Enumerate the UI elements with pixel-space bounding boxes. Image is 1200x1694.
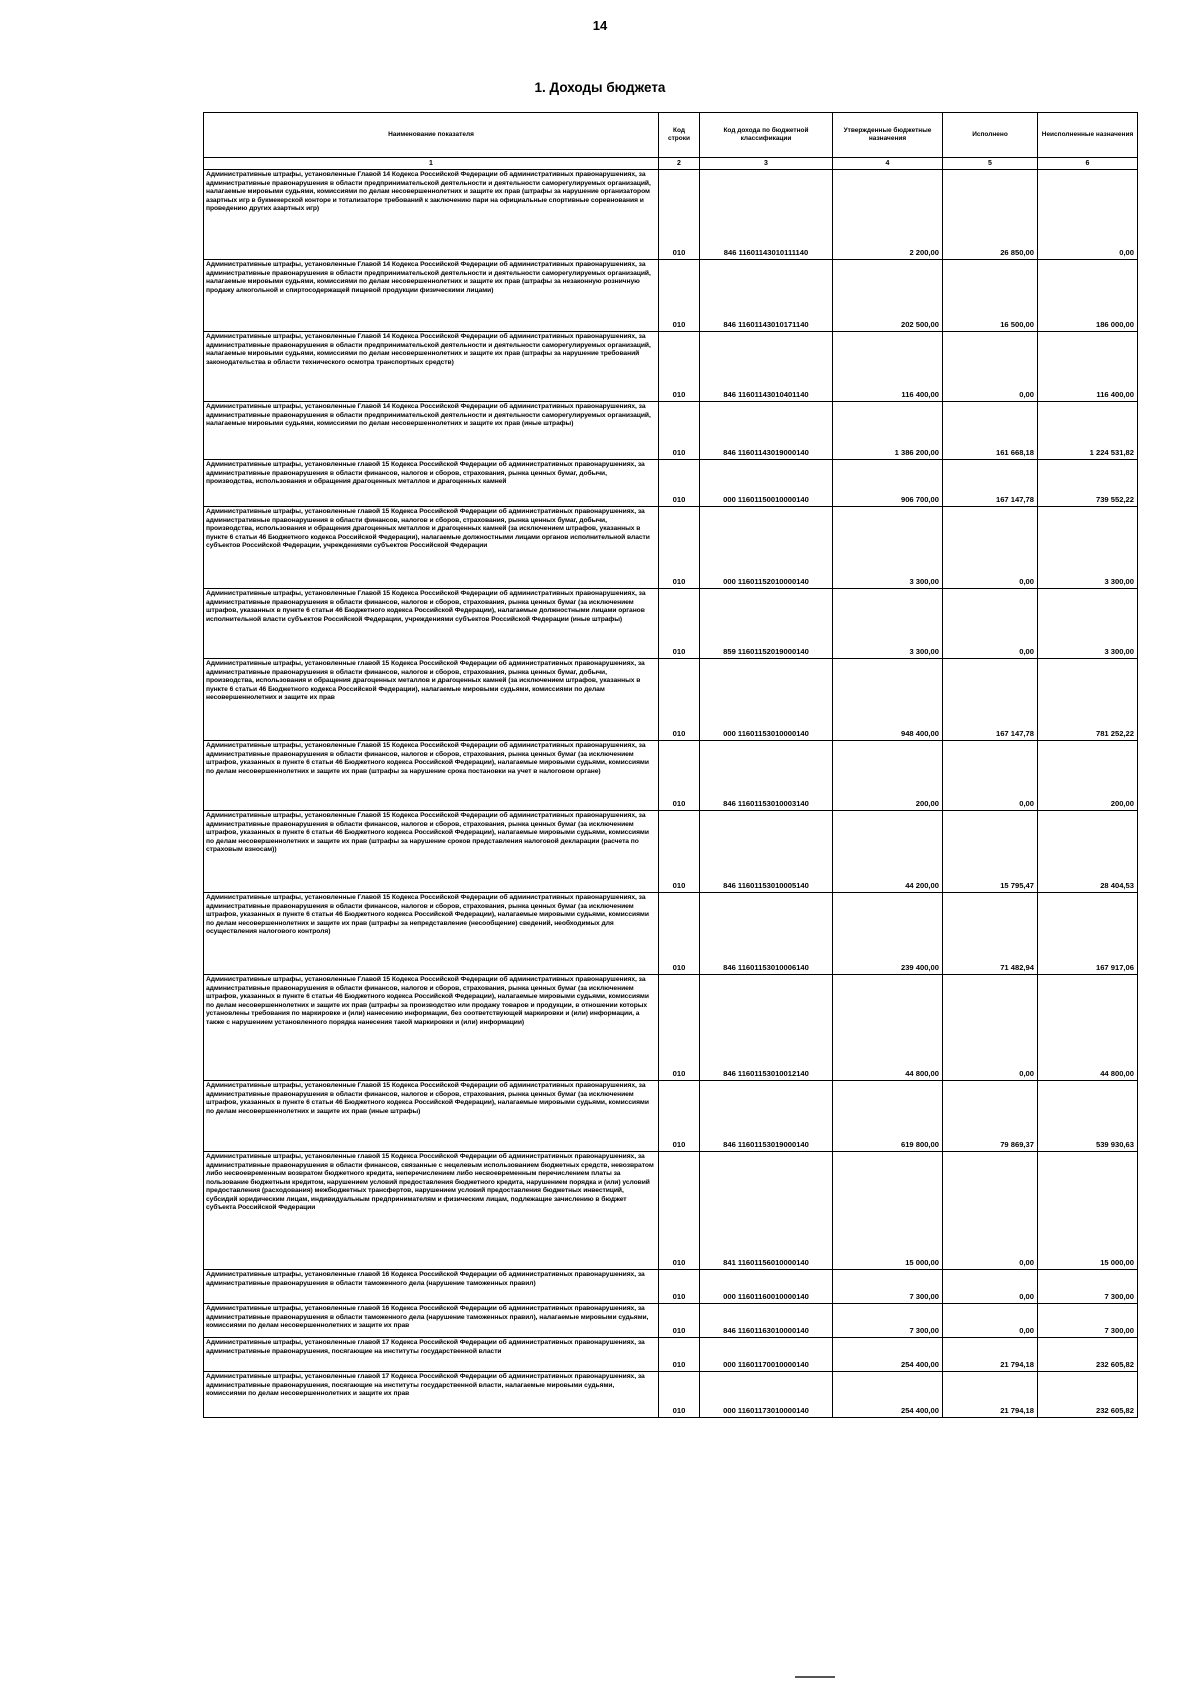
row-executed-cell: 21 794,18 [943, 1372, 1038, 1418]
row-name-cell: Административные штрафы, установленные главой 15 Кодекса Российской Федерации об административных правонарушениях, за административные правонарушения в области финансов, налогов и сборов, страхования, рынка ценных бумаг, добычи, производства, использования и обращения драгоценных металлов и драгоценных камней (за исключением штрафов, указанных в пункте 6 статьи 46 Бюджетного кодекса Российской Федерации), налагаемые мировыми судьями, комиссиями по делам несовершеннолетних и защите их прав [204, 659, 659, 741]
row-name-cell: Административные штрафы, установленные Главой 15 Кодекса Российской Федерации об административных правонарушениях, за административные правонарушения в области финансов, налогов и сборов, страхования, рынка ценных бумаг (за исключением штрафов, указанных в пункте 6 статьи 46 Бюджетного кодекса Российской Федерации), налагаемые мировыми судьями, комиссиями по делам несовершеннолетних и защите их прав (штрафы за производство или продажу товаров и продукции, в отношении которых установлены требования по маркировке и (или) нанесению информации, без соответствующей маркировки и (или) информации, а также с нарушением установленного порядка нанесения такой маркировки и (или) информации) [204, 975, 659, 1081]
row-executed-cell: 0,00 [943, 975, 1038, 1081]
row-executed-cell: 21 794,18 [943, 1338, 1038, 1372]
row-budget-code-cell: 000 11601152010000140 [700, 507, 833, 589]
table-row [204, 1372, 1138, 1418]
row-line-code-cell: 010 [659, 170, 700, 260]
row-approved-cell: 202 500,00 [833, 260, 943, 332]
row-executed-cell: 167 147,78 [943, 659, 1038, 741]
row-name-cell: Административные штрафы, установленные Главой 15 Кодекса Российской Федерации об административных правонарушениях, за административные правонарушения в области финансов, налогов и сборов, страхования, рынка ценных бумаг (за исключением штрафов, указанных в пункте 6 статьи 46 Бюджетного кодекса Российской Федерации), налагаемые мировыми судьями, комиссиями по делам несовершеннолетних и защите их прав (штрафы за нарушение срока постановки на учет в налоговом органе) [204, 741, 659, 811]
row-line-code-cell: 010 [659, 811, 700, 893]
table-row [204, 460, 1138, 507]
table-row [204, 507, 1138, 589]
row-unexecuted-cell: 167 917,06 [1038, 893, 1138, 975]
row-name-cell: Административные штрафы, установленные главой 17 Кодекса Российской Федерации об административных правонарушениях, за административные правонарушения, посягающие на институты государственной власти [204, 1338, 659, 1372]
row-name-cell: Административные штрафы, установленные главой 15 Кодекса Российской Федерации об административных правонарушениях, за административные правонарушения в области финансов, связанные с нецелевым использованием бюджетных средств, невозвратом либо несвоевременным возвратом бюджетного кредита, неперечислением либо несвоевременным перечислением платы за пользование бюджетным кредитом, нарушением условий предоставления бюджетного кредита, нарушением порядка и (или) условий предоставления (расходования) межбюджетных трансфертов, нарушением условий предоставления бюджетных инвестиций, субсидий юридическим лицам, индивидуальным предпринимателям и физическим лицам, подлежащие зачислению в бюджет субъекта Российской Федерации [204, 1152, 659, 1270]
table-row [204, 893, 1138, 975]
row-name-cell: Административные штрафы, установленные главой 15 Кодекса Российской Федерации об административных правонарушениях, за административные правонарушения в области финансов, налогов и сборов, страхования, рынка ценных бумаг, добычи, производства, использования и обращения драгоценных металлов и драгоценных камней [204, 460, 659, 507]
row-executed-cell: 79 869,37 [943, 1081, 1038, 1152]
row-budget-code-cell: 000 11601150010000140 [700, 460, 833, 507]
row-budget-code-cell: 000 11601173010000140 [700, 1372, 833, 1418]
column-number: 3 [700, 158, 833, 170]
row-approved-cell: 1 386 200,00 [833, 402, 943, 460]
row-line-code-cell: 010 [659, 1372, 700, 1418]
row-line-code-cell: 010 [659, 659, 700, 741]
row-line-code-cell: 010 [659, 893, 700, 975]
row-executed-cell: 0,00 [943, 1304, 1038, 1338]
row-approved-cell: 116 400,00 [833, 332, 943, 402]
row-unexecuted-cell: 116 400,00 [1038, 332, 1138, 402]
row-executed-cell: 0,00 [943, 507, 1038, 589]
row-executed-cell: 167 147,78 [943, 460, 1038, 507]
row-unexecuted-cell: 739 552,22 [1038, 460, 1138, 507]
header-row [204, 113, 1138, 158]
row-name-cell: Административные штрафы, установленные Главой 15 Кодекса Российской Федерации об административных правонарушениях, за административные правонарушения в области финансов, налогов и сборов, страхования, рынка ценных бумаг (за исключением штрафов, указанных в пункте 6 статьи 46 Бюджетного кодекса Российской Федерации), налагаемые мировыми судьями, комиссиями по делам несовершеннолетних и защите их прав (иные штрафы) [204, 1081, 659, 1152]
row-budget-code-cell: 846 11601143019000140 [700, 402, 833, 460]
column-number: 6 [1038, 158, 1138, 170]
table-row [204, 170, 1138, 260]
row-line-code-cell: 010 [659, 1081, 700, 1152]
row-unexecuted-cell: 44 800,00 [1038, 975, 1138, 1081]
scan-mark [795, 1676, 835, 1681]
row-name-cell: Административные штрафы, установленные Главой 15 Кодекса Российской Федерации об административных правонарушениях, за административные правонарушения в области финансов, налогов и сборов, страхования, рынка ценных бумаг (за исключением штрафов, указанных в пункте 6 статьи 46 Бюджетного кодекса Российской Федерации), налагаемые мировыми судьями, комиссиями по делам несовершеннолетних и защите их прав (штрафы за непредставление (несообщение) сведений, необходимых для осуществления налогового контроля) [204, 893, 659, 975]
row-approved-cell: 44 800,00 [833, 975, 943, 1081]
row-approved-cell: 44 200,00 [833, 811, 943, 893]
row-budget-code-cell: 846 11601163010000140 [700, 1304, 833, 1338]
row-line-code-cell: 010 [659, 507, 700, 589]
row-executed-cell: 71 482,94 [943, 893, 1038, 975]
table-row [204, 1338, 1138, 1372]
row-approved-cell: 2 200,00 [833, 170, 943, 260]
table-row [204, 332, 1138, 402]
income-table [203, 112, 1138, 1418]
row-unexecuted-cell: 232 605,82 [1038, 1372, 1138, 1418]
col-header-unexecuted: Неисполненные назначения [1038, 113, 1138, 158]
row-line-code-cell: 010 [659, 460, 700, 507]
row-unexecuted-cell: 539 930,63 [1038, 1081, 1138, 1152]
row-budget-code-cell: 000 11601170010000140 [700, 1338, 833, 1372]
row-name-cell: Административные штрафы, установленные Главой 14 Кодекса Российской Федерации об административных правонарушениях, за административные правонарушения в области предпринимательской деятельности и деятельности саморегулируемых организаций, налагаемые мировыми судьями, комиссиями по делам несовершеннолетних и защите их прав (иные штрафы) [204, 402, 659, 460]
row-line-code-cell: 010 [659, 975, 700, 1081]
row-approved-cell: 7 300,00 [833, 1304, 943, 1338]
row-line-code-cell: 010 [659, 332, 700, 402]
row-approved-cell: 619 800,00 [833, 1081, 943, 1152]
col-header-line-code: Код строки [659, 113, 700, 158]
row-name-cell: Административные штрафы, установленные главой 16 Кодекса Российской Федерации об административных правонарушениях, за административные правонарушения в области таможенного дела (нарушение таможенных правил) [204, 1270, 659, 1304]
column-number: 2 [659, 158, 700, 170]
row-line-code-cell: 010 [659, 1338, 700, 1372]
row-line-code-cell: 010 [659, 1152, 700, 1270]
row-name-cell: Административные штрафы, установленные Главой 15 Кодекса Российской Федерации об административных правонарушениях, за административные правонарушения в области финансов, налогов и сборов, страхования, рынка ценных бумаг (за исключением штрафов, указанных в пункте 6 статьи 46 Бюджетного кодекса Российской Федерации), налагаемые мировыми судьями, комиссиями по делам несовершеннолетних и защите их прав (штрафы за нарушение сроков представления налоговой декларации (расчета по страховым взносам)) [204, 811, 659, 893]
row-budget-code-cell: 841 11601156010000140 [700, 1152, 833, 1270]
table-row [204, 260, 1138, 332]
row-budget-code-cell: 846 11601153010006140 [700, 893, 833, 975]
row-name-cell: Административные штрафы, установленные главой 17 Кодекса Российской Федерации об административных правонарушениях, за административные правонарушения, посягающие на институты государственной власти, налагаемые мировыми судьями, комиссиями по делам несовершеннолетних и защите их прав [204, 1372, 659, 1418]
row-name-cell: Административные штрафы, установленные Главой 14 Кодекса Российской Федерации об административных правонарушениях, за административные правонарушения в области предпринимательской деятельности и деятельности саморегулируемых организаций, налагаемые мировыми судьями, комиссиями по делам несовершеннолетних и защите их прав (штрафы за нарушение организатором азартных игр в букмекерской конторе и тотализаторе требований к заключению пари на официальные спортивные соревнования и проведению других азартных игр) [204, 170, 659, 260]
row-executed-cell: 16 500,00 [943, 260, 1038, 332]
row-approved-cell: 906 700,00 [833, 460, 943, 507]
table-row [204, 1270, 1138, 1304]
row-line-code-cell: 010 [659, 260, 700, 332]
row-line-code-cell: 010 [659, 589, 700, 659]
row-executed-cell: 0,00 [943, 589, 1038, 659]
row-budget-code-cell: 846 11601153010012140 [700, 975, 833, 1081]
table-row [204, 811, 1138, 893]
row-unexecuted-cell: 3 300,00 [1038, 507, 1138, 589]
row-line-code-cell: 010 [659, 1270, 700, 1304]
row-budget-code-cell: 846 11601143010111140 [700, 170, 833, 260]
row-line-code-cell: 010 [659, 1304, 700, 1338]
row-budget-code-cell: 846 11601153019000140 [700, 1081, 833, 1152]
row-budget-code-cell: 846 11601153010003140 [700, 741, 833, 811]
table-row [204, 402, 1138, 460]
row-unexecuted-cell: 200,00 [1038, 741, 1138, 811]
column-number: 4 [833, 158, 943, 170]
col-header-executed: Исполнено [943, 113, 1038, 158]
row-unexecuted-cell: 0,00 [1038, 170, 1138, 260]
row-executed-cell: 0,00 [943, 1152, 1038, 1270]
table-row [204, 1081, 1138, 1152]
row-budget-code-cell: 859 11601152019000140 [700, 589, 833, 659]
row-executed-cell: 0,00 [943, 1270, 1038, 1304]
table-row [204, 975, 1138, 1081]
table-row [204, 1304, 1138, 1338]
row-executed-cell: 26 850,00 [943, 170, 1038, 260]
row-unexecuted-cell: 781 252,22 [1038, 659, 1138, 741]
col-header-budget-code: Код дохода по бюджетной классификации [700, 113, 833, 158]
row-name-cell: Административные штрафы, установленные Главой 14 Кодекса Российской Федерации об административных правонарушениях, за административные правонарушения в области предпринимательской деятельности и деятельности саморегулируемых организаций, налагаемые мировыми судьями, комиссиями по делам несовершеннолетних и защите их прав (штрафы за нарушение требований законодательства в области технического осмотра транспортных средств) [204, 332, 659, 402]
row-approved-cell: 254 400,00 [833, 1372, 943, 1418]
row-line-code-cell: 010 [659, 402, 700, 460]
row-unexecuted-cell: 28 404,53 [1038, 811, 1138, 893]
row-approved-cell: 15 000,00 [833, 1152, 943, 1270]
table-row [204, 659, 1138, 741]
row-name-cell: Административные штрафы, установленные Главой 15 Кодекса Российской Федерации об административных правонарушениях, за административные правонарушения в области финансов, налогов и сборов, страхования, рынка ценных бумаг (за исключением штрафов, указанных в пункте 6 статьи 46 Бюджетного кодекса Российской Федерации), налагаемые должностными лицами органов исполнительной власти субъектов Российской Федерации, учреждениями субъектов Российской Федерации (иные штрафы) [204, 589, 659, 659]
row-executed-cell: 161 668,18 [943, 402, 1038, 460]
row-unexecuted-cell: 7 300,00 [1038, 1270, 1138, 1304]
row-unexecuted-cell: 232 605,82 [1038, 1338, 1138, 1372]
row-unexecuted-cell: 3 300,00 [1038, 589, 1138, 659]
row-approved-cell: 239 400,00 [833, 893, 943, 975]
table-row [204, 589, 1138, 659]
row-budget-code-cell: 846 11601143010171140 [700, 260, 833, 332]
row-executed-cell: 0,00 [943, 332, 1038, 402]
row-name-cell: Административные штрафы, установленные главой 15 Кодекса Российской Федерации об административных правонарушениях, за административные правонарушения в области финансов, налогов и сборов, страхования, рынка ценных бумаг, добычи, производства, использования и обращения драгоценных металлов и драгоценных камней (за исключением штрафов, указанных в пункте 6 статьи 46 Бюджетного кодекса Российской Федерации), налагаемые должностными лицами органов исполнительной власти субъектов Российской Федерации, учреждениями субъектов Российской Федерации [204, 507, 659, 589]
row-budget-code-cell: 846 11601143010401140 [700, 332, 833, 402]
row-executed-cell: 15 795,47 [943, 811, 1038, 893]
column-number: 1 [204, 158, 659, 170]
table-row [204, 1152, 1138, 1270]
row-executed-cell: 0,00 [943, 741, 1038, 811]
table-row [204, 741, 1138, 811]
row-unexecuted-cell: 15 000,00 [1038, 1152, 1138, 1270]
row-budget-code-cell: 000 11601153010000140 [700, 659, 833, 741]
row-line-code-cell: 010 [659, 741, 700, 811]
row-unexecuted-cell: 186 000,00 [1038, 260, 1138, 332]
column-number: 5 [943, 158, 1038, 170]
page-number: 14 [592, 18, 608, 33]
row-approved-cell: 200,00 [833, 741, 943, 811]
row-name-cell: Административные штрафы, установленные главой 16 Кодекса Российской Федерации об административных правонарушениях, за административные правонарушения в области таможенного дела (нарушение таможенных правил), налагаемые мировыми судьями, комиссиями по делам несовершеннолетних и защите их прав [204, 1304, 659, 1338]
column-number-row [204, 158, 1138, 170]
section-title: 1. Доходы бюджета [534, 80, 666, 95]
row-approved-cell: 3 300,00 [833, 589, 943, 659]
col-header-name: Наименование показателя [204, 113, 659, 158]
row-approved-cell: 254 400,00 [833, 1338, 943, 1372]
row-unexecuted-cell: 7 300,00 [1038, 1304, 1138, 1338]
row-approved-cell: 7 300,00 [833, 1270, 943, 1304]
col-header-approved: Утвержденные бюджетные назначения [833, 113, 943, 158]
row-budget-code-cell: 846 11601153010005140 [700, 811, 833, 893]
row-name-cell: Административные штрафы, установленные Главой 14 Кодекса Российской Федерации об административных правонарушениях, за административные правонарушения в области предпринимательской деятельности и деятельности саморегулируемых организаций, налагаемые мировыми судьями, комиссиями по делам несовершеннолетних и защите их прав (штрафы за незаконную розничную продажу алкогольной и спиртосодержащей пищевой продукции физическими лицами) [204, 260, 659, 332]
row-approved-cell: 3 300,00 [833, 507, 943, 589]
row-unexecuted-cell: 1 224 531,82 [1038, 402, 1138, 460]
row-approved-cell: 948 400,00 [833, 659, 943, 741]
row-budget-code-cell: 000 11601160010000140 [700, 1270, 833, 1304]
